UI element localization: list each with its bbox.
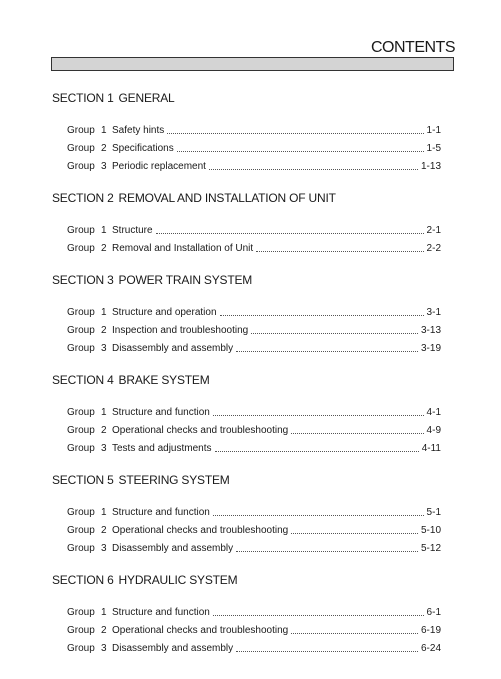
toc-entry[interactable] [52,501,441,519]
group-number: 2 [101,425,107,436]
toc-entry[interactable] [52,219,441,237]
dot-leader [156,232,424,234]
page-number: 4-11 [421,443,441,454]
entry-title: Structure and operation [112,307,217,318]
page-number: 2-1 [426,225,441,236]
section-heading[interactable] [52,273,441,287]
dot-leader [291,632,418,634]
group-number: 2 [101,243,107,254]
dot-leader [291,532,418,534]
group-label: Group [67,325,95,336]
section-label: SECTION 2 [52,191,114,205]
group-label: Group [67,143,95,154]
title-bar [51,57,454,71]
group-label: Group [67,425,95,436]
group-label: Group [67,643,95,654]
toc-entry[interactable] [52,319,441,337]
dot-leader [213,614,424,616]
group-number: 2 [101,143,107,154]
dot-leader [220,314,424,316]
section-heading[interactable] [52,473,441,487]
entry-title: Disassembly and assembly [112,643,234,654]
group-label: Group [67,607,95,618]
section-name: BRAKE SYSTEM [118,373,210,387]
toc-entry[interactable] [52,337,441,355]
section-name: GENERAL [118,91,175,105]
group-number: 3 [101,443,107,454]
section-3 [52,273,441,355]
toc-entry[interactable] [52,437,441,455]
toc-entry[interactable] [52,537,441,555]
section-5 [52,473,441,555]
group-label: Group [67,225,95,236]
group-label: Group [67,525,95,536]
dot-leader [213,414,424,416]
page-number: 6-24 [420,643,441,654]
group-number: 3 [101,161,107,172]
section-label: SECTION 6 [52,573,114,587]
section-4 [52,373,441,455]
group-number: 3 [101,343,107,354]
group-number: 2 [101,525,107,536]
section-label: SECTION 1 [52,91,114,105]
dot-leader [215,450,419,452]
section-name: REMOVAL AND INSTALLATION OF UNIT [118,191,336,205]
toc-entry[interactable] [52,119,441,137]
group-label: Group [67,443,95,454]
entry-title: Structure and function [112,407,210,418]
page-number: 1-5 [426,143,441,154]
dot-leader [251,332,418,334]
toc-entry[interactable] [52,601,441,619]
page-number: 5-12 [420,543,441,554]
dot-leader [236,550,418,552]
group-label: Group [67,161,95,172]
group-number: 1 [101,607,107,618]
section-name: POWER TRAIN SYSTEM [118,273,253,287]
toc-entry[interactable] [52,301,441,319]
entry-title: Specifications [112,143,174,154]
group-number: 2 [101,625,107,636]
section-2 [52,191,441,255]
toc-entry[interactable] [52,619,441,637]
page-number: 1-1 [426,125,441,136]
group-number: 1 [101,307,107,318]
entry-title: Periodic replacement [112,161,206,172]
entry-title: Structure and function [112,507,210,518]
toc-entry[interactable] [52,419,441,437]
page-title: CONTENTS [371,39,455,56]
entry-title: Inspection and troubleshooting [112,325,249,336]
group-label: Group [67,625,95,636]
section-heading[interactable] [52,191,441,205]
dot-leader [256,250,423,252]
section-heading[interactable] [52,573,441,587]
entry-title: Operational checks and troubleshooting [112,425,289,436]
entry-title: Disassembly and assembly [112,343,234,354]
toc-entry[interactable] [52,155,441,173]
page-number: 5-1 [426,507,441,518]
dot-leader [213,514,424,516]
section-label: SECTION 3 [52,273,114,287]
group-label: Group [67,407,95,418]
page-number: 1-13 [420,161,441,172]
section-name: HYDRAULIC SYSTEM [118,573,238,587]
group-number: 3 [101,543,107,554]
section-6 [52,573,441,655]
contents-list [52,91,441,673]
page-number: 5-10 [420,525,441,536]
toc-entry[interactable] [52,401,441,419]
section-heading[interactable] [52,91,441,105]
page-number: 3-13 [420,325,441,336]
group-number: 1 [101,407,107,418]
page-number: 3-19 [420,343,441,354]
group-label: Group [67,343,95,354]
group-label: Group [67,307,95,318]
page-number: 6-1 [426,607,441,618]
section-label: SECTION 4 [52,373,114,387]
dot-leader [291,432,423,434]
group-number: 1 [101,225,107,236]
page-number: 3-1 [426,307,441,318]
entry-title: Structure and function [112,607,210,618]
group-number: 1 [101,125,107,136]
page-number: 6-19 [420,625,441,636]
toc-entry[interactable] [52,519,441,537]
dot-leader [209,168,418,170]
group-label: Group [67,125,95,136]
dot-leader [177,150,424,152]
entry-title: Structure [112,225,153,236]
entry-title: Removal and Installation of Unit [112,243,254,254]
dot-leader [236,650,418,652]
group-label: Group [67,507,95,518]
entry-title: Tests and adjustments [112,443,212,454]
dot-leader [167,132,423,134]
entry-title: Operational checks and troubleshooting [112,525,289,536]
group-number: 1 [101,507,107,518]
entry-title: Safety hints [112,125,165,136]
section-heading[interactable] [52,373,441,387]
page-number: 4-1 [426,407,441,418]
page-number: 4-9 [426,425,441,436]
group-number: 3 [101,643,107,654]
section-name: STEERING SYSTEM [118,473,230,487]
dot-leader [236,350,418,352]
group-label: Group [67,243,95,254]
group-label: Group [67,543,95,554]
toc-entry[interactable] [52,637,441,655]
section-1 [52,91,441,173]
entry-title: Operational checks and troubleshooting [112,625,289,636]
section-label: SECTION 5 [52,473,114,487]
page-number: 2-2 [426,243,441,254]
entry-title: Disassembly and assembly [112,543,234,554]
toc-entry[interactable] [52,237,441,255]
toc-entry[interactable] [52,137,441,155]
group-number: 2 [101,325,107,336]
